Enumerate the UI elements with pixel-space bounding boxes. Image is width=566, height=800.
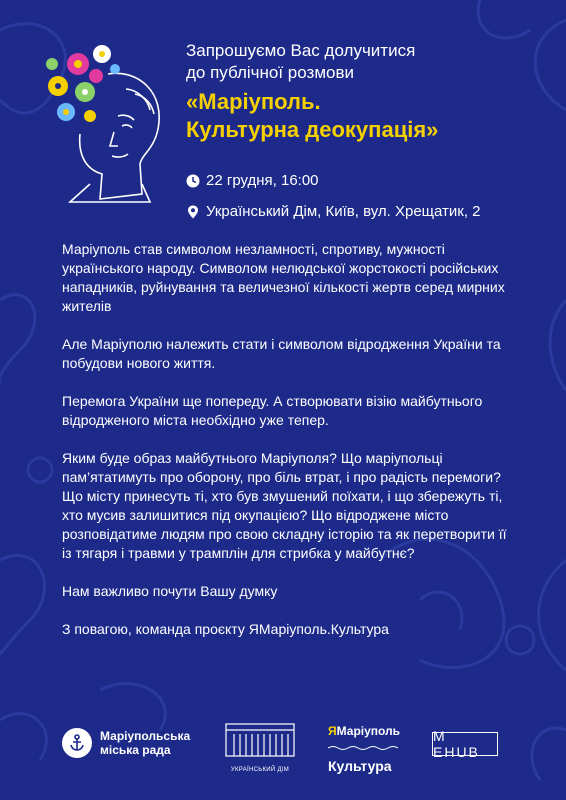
invite-line-2: до публічної розмови [186, 63, 354, 82]
clock-icon [186, 174, 200, 188]
event-title-line-2: Культурна деокупація» [186, 117, 439, 142]
signature-line: З повагою, команда проєкту ЯМаріуполь.Культура [62, 621, 389, 637]
event-title-line-1: «Маріуполь. [186, 89, 321, 114]
partner-logos [0, 712, 566, 782]
location-pin-icon [186, 205, 200, 219]
paragraph-1: Маріуполь став символом незламності, спротиву, мужності українського народу. Символом нелюдської жорстокості російських нападників, руйнування та величезної кількості жертв серед мирних жителів [62, 241, 505, 314]
paragraph-3: Перемога України ще попереду. А створювати візію майбутнього відродженого міста необхідно уже тепер. [62, 393, 483, 428]
council-name-line-1: Маріупольська [100, 729, 191, 743]
invite-line-1: Запрошуємо Вас долучитися [186, 41, 416, 60]
event-header [186, 40, 546, 144]
kultura-word: Культура [328, 758, 392, 774]
ya-letter: Я [328, 724, 337, 738]
ukrainian-house-building-icon [222, 720, 298, 760]
event-location [186, 203, 481, 220]
wave-divider-icon [328, 745, 398, 751]
ya-mariupol-kultura-logo [328, 724, 400, 774]
ya-mariupol-word: Маріуполь [336, 724, 401, 738]
event-datetime [186, 172, 319, 189]
invitation-body [62, 240, 512, 658]
location-text: Український Дім, Київ, вул. Хрещатик, 2 [206, 203, 481, 220]
council-name-line-2: міська рада [100, 743, 171, 757]
paragraph-5: Нам важливо почути Вашу думку [62, 583, 278, 599]
mehub-logo: M EHUB [432, 732, 498, 756]
datetime-text: 22 грудня, 16:00 [206, 172, 319, 189]
ukrainian-house-logo [222, 720, 298, 773]
anchor-icon [62, 728, 92, 758]
head-with-flowers-illustration [30, 34, 180, 204]
mariupol-council-logo [62, 728, 190, 758]
paragraph-4: Яким буде образ майбутнього Маріуполя? Що маріупольці пам’ятатимуть про оборону, про біль втрат, і про радість перемоги? Що місту принесуть ті, хто був змушений поїхати, і що збережуть ті, хто мусив залишитися під окупацією? Що відроджене місто розповідатиме людям про свою складну історію та як перетворити її із тягаря і травми у трамплін для стрибка у майбутнє? [62, 450, 507, 561]
ukrainian-house-caption: УКРАЇНСЬКИЙ ДІМ [230, 767, 290, 773]
paragraph-2: Але Маріуполю належить стати і символом відродження України та побудови нового життя. [62, 336, 501, 371]
